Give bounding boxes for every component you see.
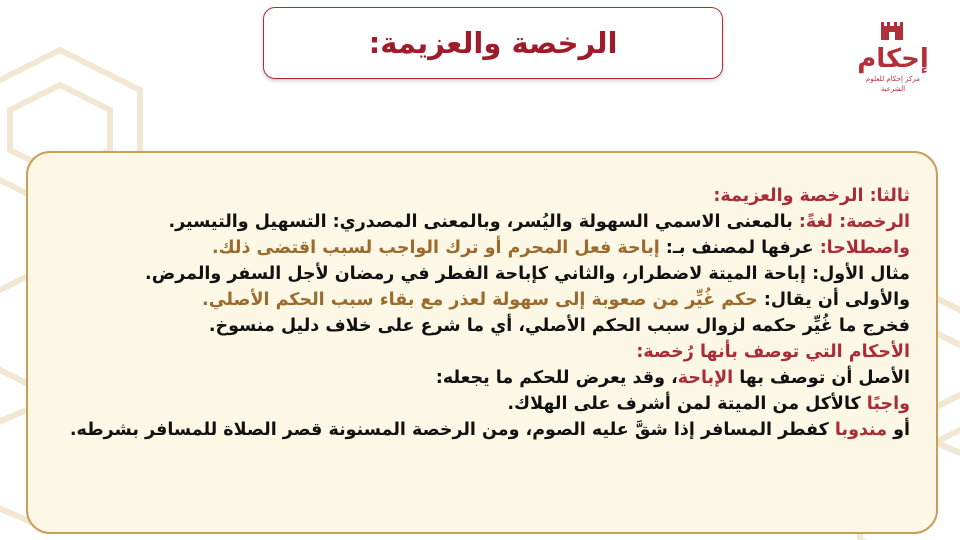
principle-rest: ، وقد يعرض للحكم ما يجعله: [435, 368, 678, 388]
rukhsa-term-definition: إباحة فعل المحرم أو ترك الواجب لسبب اقتضى ذلك. [211, 238, 660, 258]
line-example: مثال الأول: إباحة الميتة لاضطرار، والثاني كإباحة الفطر في رمضان لأجل السفر والمرض. [145, 264, 910, 284]
subheading-rulings: الأحكام التي توصف بأنها رُخصة: [636, 342, 910, 362]
line-recommended [30, 417, 910, 443]
line-rukhsa-term [30, 235, 910, 261]
recommended-intro: أو [887, 420, 910, 440]
obligatory-highlight: واجبًا [866, 394, 910, 414]
line-obligatory [30, 391, 910, 417]
line-rukhsa-language [30, 209, 910, 235]
rukhsa-term-text: عرفها لمصنف بـ: [659, 238, 820, 258]
logo-name: إحكام [857, 44, 929, 74]
recommended-text: كفطر المسافر إذا شقَّ عليه الصوم، ومن الرخصة المسنونة قصر الصلاة للمسافر بشرطه. [69, 420, 835, 440]
line-principle [30, 365, 910, 391]
logo [854, 22, 932, 92]
page-title: الرخصة والعزيمة: [368, 26, 618, 60]
logo-subtitle: مركز إحكام للعلوم الشرعية [866, 75, 920, 93]
rukhsa-language-label: الرخصة: لغةً: [798, 212, 910, 232]
better-definition-intro: والأولى أن يقال: [757, 290, 910, 310]
logo-emblem-icon [854, 22, 932, 40]
line-exclusion: فخرج ما غُيِّر حكمه لزوال سبب الحكم الأصلي، أي ما شرع على خلاف دليل منسوخ. [208, 316, 910, 336]
principle-intro: الأصل أن توصف بها [733, 368, 910, 388]
rukhsa-language-text: بالمعنى الاسمي السهولة واليُسر، وبالمعنى المصدري: التسهيل والتيسير. [168, 212, 799, 232]
rukhsa-term-label: واصطلاحا: [819, 238, 910, 258]
line-better-definition [30, 287, 910, 313]
content-panel [26, 151, 938, 534]
section-heading: ثالثا: الرخصة والعزيمة: [713, 186, 910, 206]
better-definition-text: حكم غُيِّر من صعوبة إلى سهولة لعذر مع بقاء سبب الحكم الأصلي. [202, 290, 758, 310]
recommended-highlight: مندوبا [834, 420, 888, 440]
principle-highlight: الإباحة [677, 368, 734, 388]
title-box [263, 7, 723, 79]
obligatory-text: كالأكل من الميتة لمن أشرف على الهلاك. [507, 394, 867, 414]
